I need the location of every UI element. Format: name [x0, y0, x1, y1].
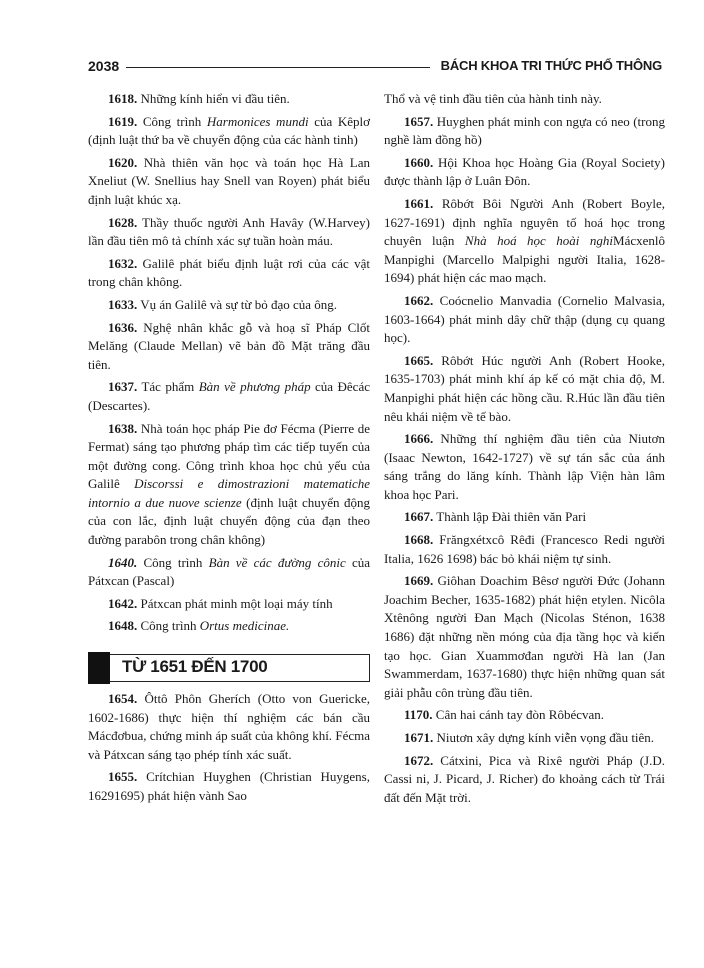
entry-year: 1666.: [404, 431, 434, 447]
entry-year: 1669.: [404, 573, 434, 589]
entry-text: Niutơn xây dựng kính viễn vọng đầu tiên.: [433, 730, 655, 745]
timeline-entry: [88, 768, 370, 805]
entry-text: Rôbớt Húc người Anh (Robert Hooke, 1635-1703) phát minh khí áp kế có mặt chia độ, M. Manpighi phát hiện các hồng cầu. R.Húc lần đầu tiên nêu khái niệm về tế bào.: [384, 352, 665, 424]
entry-title-italic: Harmonices mundi: [206, 113, 309, 129]
entry-year: 1667.: [404, 509, 434, 525]
entry-year: 1633.: [108, 296, 138, 312]
header-rule: [126, 67, 430, 68]
entry-text: Những thí nghiệm đầu tiên của Niutơn (Isaac Newton, 1642-1727) về sự tán sắc của ánh sáng trắng do lăng kính. Thành lập Viện hàn lâm khoa học Pari.: [384, 431, 665, 502]
entry-text: Vụ án Galilê và sự từ bỏ đạo của ông.: [137, 296, 338, 312]
timeline-entry: [88, 690, 370, 764]
entry-text: Cátxini, Pica và Rixê người Pháp (J.D. Cassi ni, J. Picard, J. Richer) đo khoảng cách từ Trái đất đến Mặt trời.: [384, 752, 665, 805]
entry-title-italic: Ortus medicinae.: [199, 618, 290, 634]
section-title: TỪ 1651 ĐẾN 1700: [122, 657, 268, 677]
entry-year: 1637.: [108, 379, 138, 395]
entry-year: 1638.: [108, 420, 138, 436]
entry-title-italic: Discorssi e dimostrazioni matematiche intornio a due nuove scienze: [88, 476, 371, 510]
page-number: 2038: [88, 58, 120, 74]
entry-year: 1640.: [108, 554, 138, 570]
entry-year: 1668.: [404, 532, 434, 548]
entry-text: Mácxenlô Manpighi (Marcello Malpighi người Italia, 1628-1694) phát hiện các mao mạch.: [384, 233, 666, 286]
timeline-entry: [384, 154, 665, 191]
timeline-entry: [384, 752, 665, 808]
entry-year: 1636.: [108, 319, 138, 335]
entry-year: 1628.: [108, 214, 138, 230]
running-title: BÁCH KHOA TRI THỨC PHỔ THÔNG: [440, 58, 662, 73]
entry-text: của Đêcác (Descartes).: [88, 379, 370, 413]
entry-year: 1632.: [108, 255, 138, 271]
continuation-text: Thổ và vệ tinh đầu tiên của hành tinh này.: [384, 91, 602, 106]
entry-year: 1170.: [404, 707, 433, 723]
entry-text: Thành lập Đài thiên văn Pari: [433, 509, 587, 525]
entry-year: 1665.: [404, 352, 434, 368]
timeline-entry: [88, 617, 370, 636]
entry-title-italic: Nhà hoá học hoài nghi: [464, 233, 614, 249]
entry-text: Rôbớt Bôi Người Anh (Robert Boyle, 1627-1691) định nghĩa nguyên tố hoá học trong chuyên luận: [384, 195, 665, 249]
entry-text: Cân hai cánh tay đòn Rôbécvan.: [432, 707, 605, 723]
entry-text: Hội Khoa học Hoàng Gia (Royal Society) được thành lập ở Luân Đôn.: [384, 154, 665, 189]
timeline-entry: [88, 554, 370, 591]
entry-text: Galilê phát biểu định luật rơi của các vật trong chân không.: [88, 255, 370, 290]
entry-year: 1642.: [108, 595, 138, 611]
entry-year: 1648.: [108, 618, 138, 634]
timeline-entry: [384, 531, 665, 568]
entry-text: Những kính hiển vi đầu tiên.: [137, 91, 290, 106]
right-column: [384, 90, 665, 811]
entry-text: Crítchian Huyghen (Christian Huygens, 16291695) phát hiện vành Sao: [88, 769, 370, 803]
entry-text: (định luật chuyển động của con lắc, định luật chuyển động của đạn theo đường parabôn trong chân không): [88, 494, 370, 548]
entry-text: Nghệ nhân khắc gỗ và hoạ sĩ Pháp Clốt Melăng (Claude Mellan) vẽ bản đồ Mặt trăng đầu tiên.: [88, 319, 370, 372]
entry-text: Pátxcan phát minh một loại máy tính: [137, 595, 333, 611]
timeline-entry: [384, 195, 665, 288]
entry-text: Tác phẩm: [137, 379, 199, 395]
entry-text: Công trình: [137, 113, 207, 129]
entry-text: Giôhan Doachim Bêsơ người Đức (Johann Joachim Becher, 1635-1682) phát hiện etylen. Nicôla Xtênông người Đan Mạch (Nicolas Sténon, 1638 1686) đặt những nền móng của địa tầng học và kiến tạo học. Gian Xuammơđan người Hà lan (Jan Swammerdam, 1637-1680) thực hiện những quan sát giải phẫu côn trùng đầu tiên.: [384, 573, 665, 700]
entry-year: 1661.: [404, 195, 434, 211]
timeline-entry: [384, 113, 665, 150]
entry-text: Frăngxétxcô Rêđi (Francesco Redi người Italia, 1626 1698) bác bỏ khái niệm tự sinh.: [384, 532, 665, 566]
entry-text: Công trình: [137, 618, 200, 634]
entry-title-italic: Bàn về các đường cônic: [208, 554, 346, 570]
timeline-entry: [384, 352, 665, 426]
timeline-entry: [88, 296, 370, 315]
timeline-entry: [88, 595, 370, 614]
entry-text: Công trình: [137, 554, 209, 570]
section-title-box: [110, 654, 370, 682]
timeline-entry: [88, 214, 370, 251]
entry-year: 1619.: [108, 113, 138, 129]
timeline-entry: [88, 113, 370, 150]
timeline-entry: [88, 90, 370, 109]
entry-title-italic: Bàn về phương pháp: [198, 379, 311, 395]
entry-text: của Pátxcan (Pascal): [88, 554, 370, 589]
entry-year: 1655.: [108, 769, 138, 785]
entry-text: Nhà thiên văn học và toán học Hà Lan Xneliut (W. Snellius hay Snell van Royen) phát biểu định luật khúc xạ.: [88, 154, 370, 207]
page-header: [88, 56, 662, 78]
left-entries-after: [88, 690, 370, 806]
entry-text: Ôttô Phôn Gherích (Otto von Guericke, 1602-1686) thực hiện thí nghiệm các bán cầu Mácđơbua, chứng minh áp suất của không khí. Fécma và Pátxcan sáng tạo phép tính xác suất.: [88, 691, 370, 762]
right-entries: [384, 113, 665, 808]
entry-text: của Kêplơ (định luật thứ ba về chuyển động của các hành tinh): [88, 113, 371, 148]
left-column: [88, 90, 370, 810]
left-entries-before: [88, 90, 370, 636]
entry-text: Coócnelio Manvadia (Cornelio Malvasia, 1603-1664) phát minh dây chữ thập (dụng cụ quang học).: [384, 292, 665, 346]
section-block-marker: [88, 652, 110, 684]
entry-year: 1618.: [108, 91, 138, 106]
timeline-entry: [384, 292, 665, 348]
timeline-entry: [384, 508, 665, 527]
entry-text: Huyghen phát minh con ngựa có neo (trong nghề làm đồng hồ): [384, 113, 665, 148]
entry-year: 1620.: [108, 154, 138, 170]
entry-text: Thầy thuốc người Anh Havây (W.Harvey) lần đầu tiên mô tả chính xác sự tuần hoàn máu.: [88, 214, 370, 249]
timeline-entry: [384, 430, 665, 504]
entry-year: 1671.: [404, 730, 434, 745]
entry-year: 1672.: [404, 752, 434, 768]
timeline-entry: [88, 319, 370, 375]
timeline-entry: [384, 572, 665, 702]
entry-year: 1660.: [404, 154, 434, 170]
entry-year: 1662.: [404, 292, 434, 308]
timeline-entry: [88, 255, 370, 292]
entry-year: 1654.: [108, 691, 138, 707]
entry-text: Nhà toán học pháp Pie đơ Fécma (Pierre de Fermat) sáng tạo phương pháp tìm các tiếp tuyến của một đường cong. Công trình khoa học chủ yếu của Galilê: [88, 420, 370, 492]
timeline-entry: [384, 706, 665, 725]
timeline-entry: [384, 729, 665, 748]
timeline-entry: [88, 420, 370, 550]
timeline-entry: [88, 154, 370, 210]
timeline-entry: [88, 378, 370, 415]
section-heading: [88, 652, 370, 684]
entry-year: 1657.: [404, 113, 434, 129]
